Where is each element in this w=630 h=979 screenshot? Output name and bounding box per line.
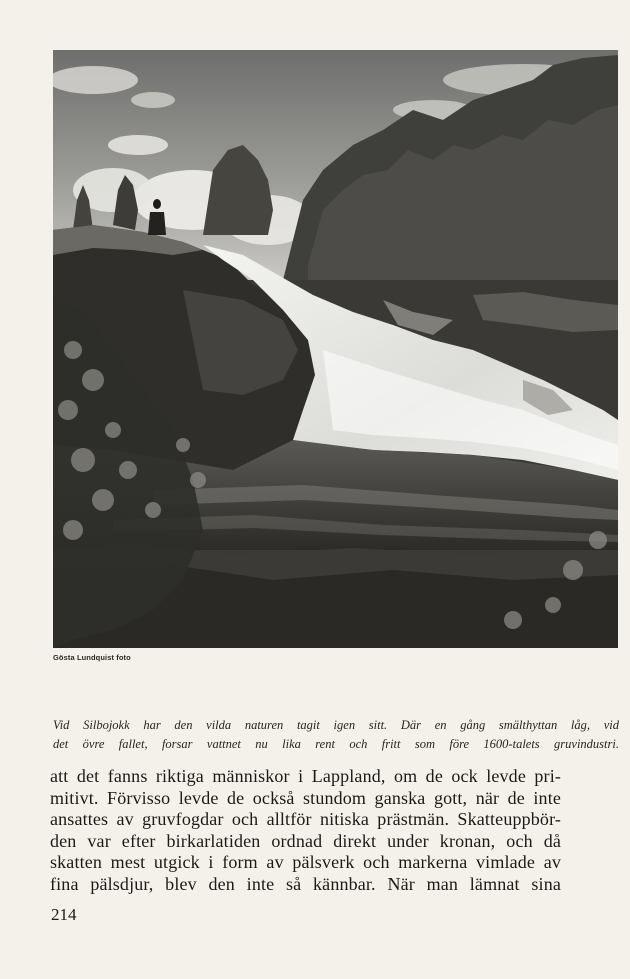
caption-line: Vid Silbojokk har den vilda naturen tagit igen sitt. Där en gång smälthyttan låg, vid (53, 718, 619, 732)
body-line: den var efter birkarlatiden ordnad direkt under kronan, och då (50, 830, 561, 851)
body-paragraph (50, 766, 561, 895)
page-number: 214 (51, 905, 77, 924)
photo-credit: Gösta Lundquist foto (53, 653, 131, 662)
body-line: skatten mest utgick i form av pälsverk och markerna vimlade av (50, 852, 561, 872)
waterfall-photograph (53, 50, 618, 648)
body-line: att det fanns riktiga människor i Lappland, om de ock levde pri- (50, 766, 561, 786)
body-line: mitivt. Förvisso levde de också stundom ganska gott, när de inte (50, 787, 561, 808)
photo-caption (53, 716, 619, 754)
caption-line: det övre fallet, forsar vattnet nu lika rent och fritt som före 1600-talets gruvindustri. (53, 737, 619, 751)
body-line: fina pälsdjur, blev den inte så kännbar. När man lämnat sina (50, 873, 561, 894)
waterfall-photograph-image (53, 50, 618, 648)
body-line: ansattes av gruvfogdar och alltför nitiska prästmän. Skatteuppbör- (50, 809, 561, 829)
